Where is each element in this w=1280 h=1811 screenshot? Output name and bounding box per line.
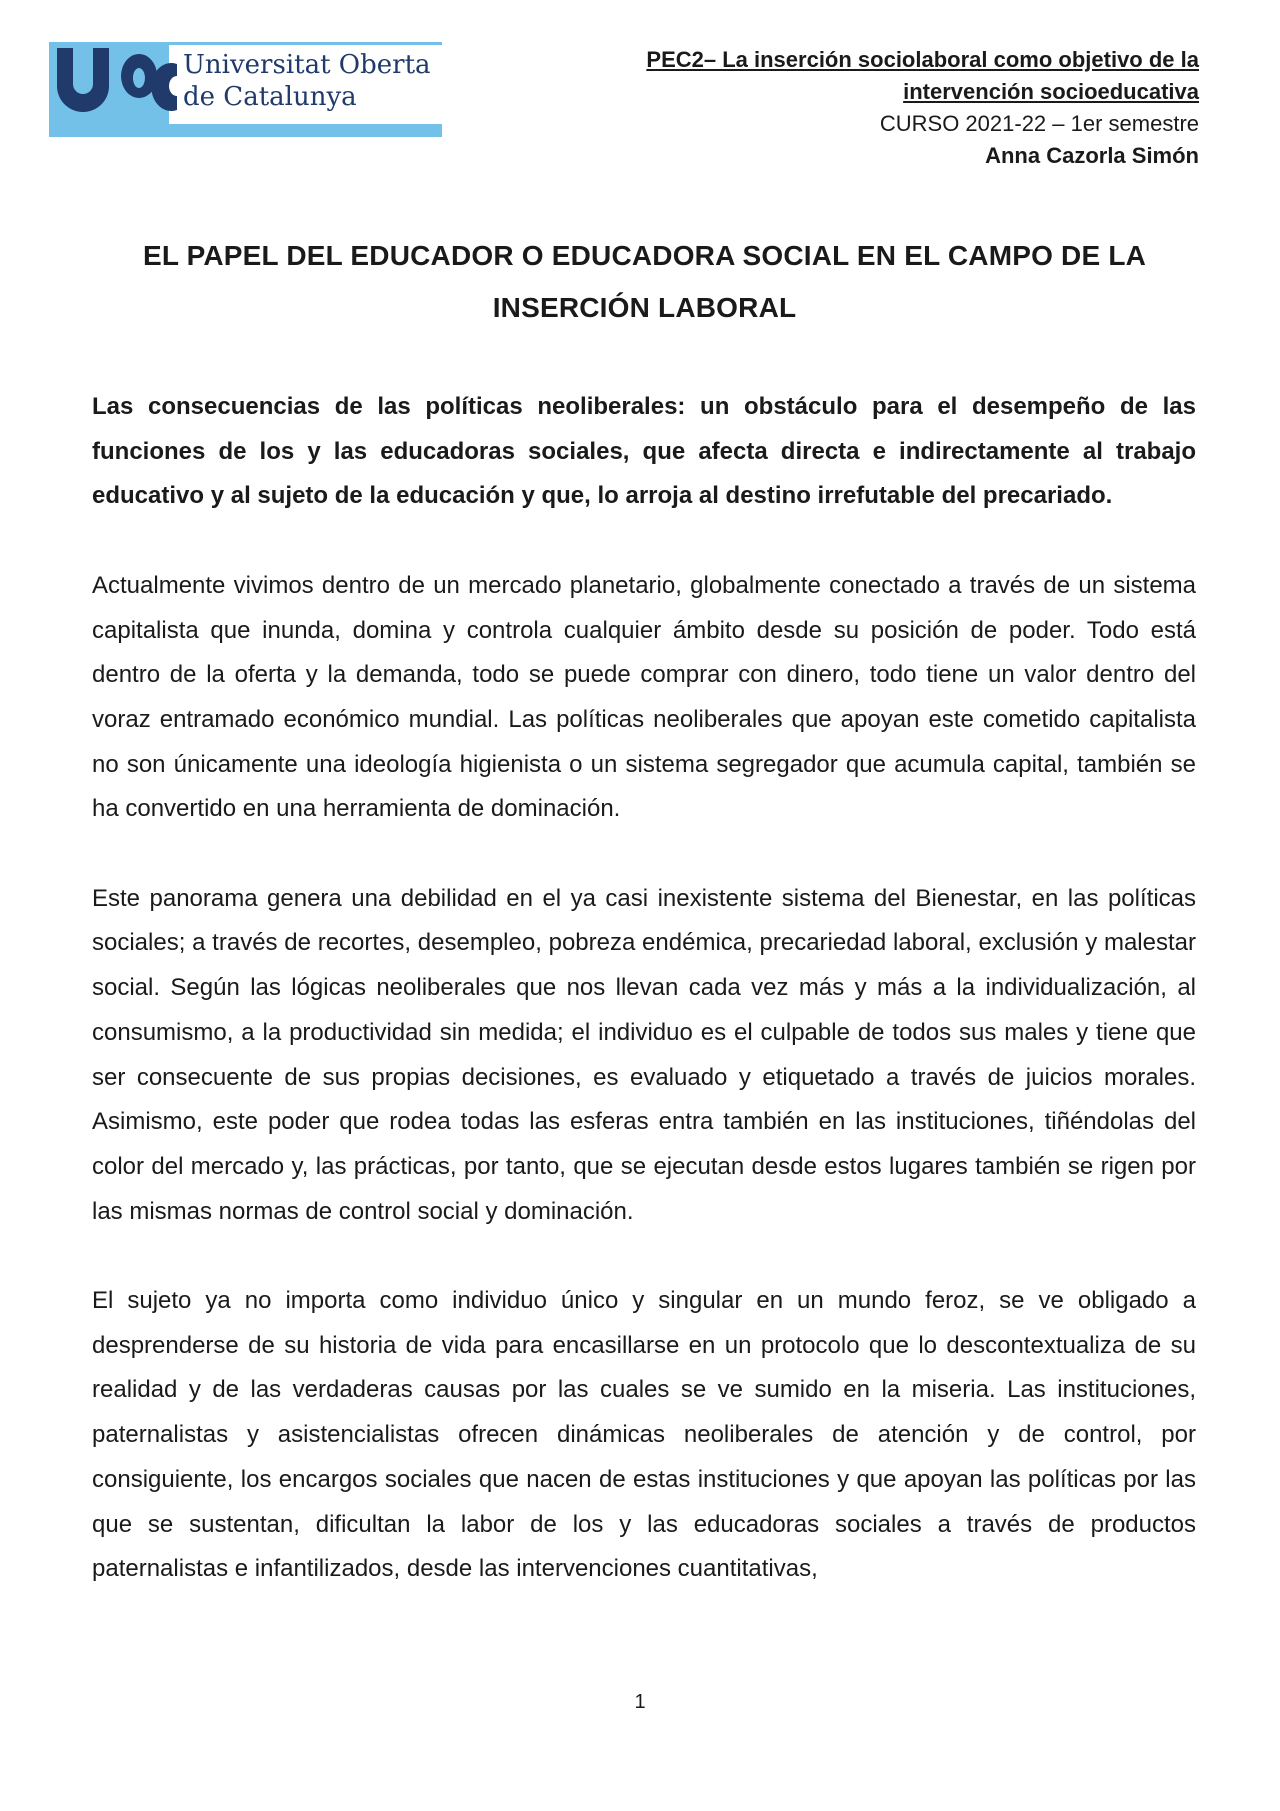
document-header xyxy=(559,44,1199,172)
page-number: 1 xyxy=(634,1691,646,1713)
logo-top-rule xyxy=(169,42,442,45)
author-name: Anna Cazorla Simón xyxy=(985,143,1199,168)
page-title-line2: INSERCIÓN LABORAL xyxy=(492,292,797,323)
logo-wordmark xyxy=(183,48,431,112)
course-title-line1: PEC2– La inserción sociolaboral como objetivo de la xyxy=(646,47,1199,72)
course-term: CURSO 2021-22 – 1er semestre xyxy=(879,111,1199,136)
lead-paragraph: Las consecuencias de las políticas neoliberales: un obstáculo para el desempeño de las funciones de los y las educadoras sociales, que afecta directa e indirectamente al trabajo educativo y al sujeto de la educación y que, lo arroja al destino irrefutable del precariado. xyxy=(92,393,1196,510)
page-title xyxy=(92,230,1197,334)
body-paragraph-3: El sujeto ya no importa como individuo único y singular en un mundo feroz, se ve obligado a desprenderse de su historia de vida para encasillarse en un protocolo que lo descontextualiza de su realidad y de las verdaderas causas por las cuales se ve sumido en la miseria. Las instituciones, paternalistas y asistencialistas ofrecen dinámicas neoliberales de atención y de control, por consiguiente, los encargos sociales que nacen de estas instituciones y que apoyan las políticas por las que se sustentan, dificultan la labor de los y las educadoras sociales a través de productos paternalistas e infantilizados, desde las intervenciones cuantitativas, xyxy=(92,1287,1196,1583)
uoc-logo xyxy=(49,42,442,137)
logo-wordmark-line2: de Catalunya xyxy=(183,82,357,112)
logo-wordmark-line1: Universitat Oberta xyxy=(183,50,431,80)
body-paragraph-1: Actualmente vivimos dentro de un mercado planetario, globalmente conectado a través de un sistema capitalista que inunda, domina y controla cualquier ámbito desde su posición de poder. Todo está dentro de la oferta y la demanda, todo se puede comprar con dinero, todo tiene un valor dentro del voraz entramado económico mundial. Las políticas neoliberales que apoyan este cometido capitalista no son únicamente una ideología higienista o un sistema segregador que acumula capital, también se ha convertido en una herramienta de dominación. xyxy=(92,571,1196,823)
body-paragraph-2: Este panorama genera una debilidad en el ya casi inexistente sistema del Bienestar, en las políticas sociales; a través de recortes, desempleo, pobreza endémica, precariedad laboral, exclusión y malestar social. Según las lógicas neoliberales que nos llevan cada vez más y más a la individualización, al consumismo, a la productividad sin medida; el individuo es el culpable de todos sus males y tiene que ser consecuente de sus propias decisiones, es evaluado y etiquetado a través de juicios morales. Asimismo, este poder que rodea todas las esferas entra también en las instituciones, tiñéndolas del color del mercado y, las prácticas, por tanto, que se ejecutan desde estos lugares también se rigen por las mismas normas de control social y dominación. xyxy=(92,884,1196,1225)
course-title-line2: intervención socioeducativa xyxy=(903,79,1199,104)
page-title-line1: EL PAPEL DEL EDUCADOR O EDUCADORA SOCIAL EN EL CAMPO DE LA xyxy=(142,240,1147,271)
document-body xyxy=(92,385,1196,1637)
